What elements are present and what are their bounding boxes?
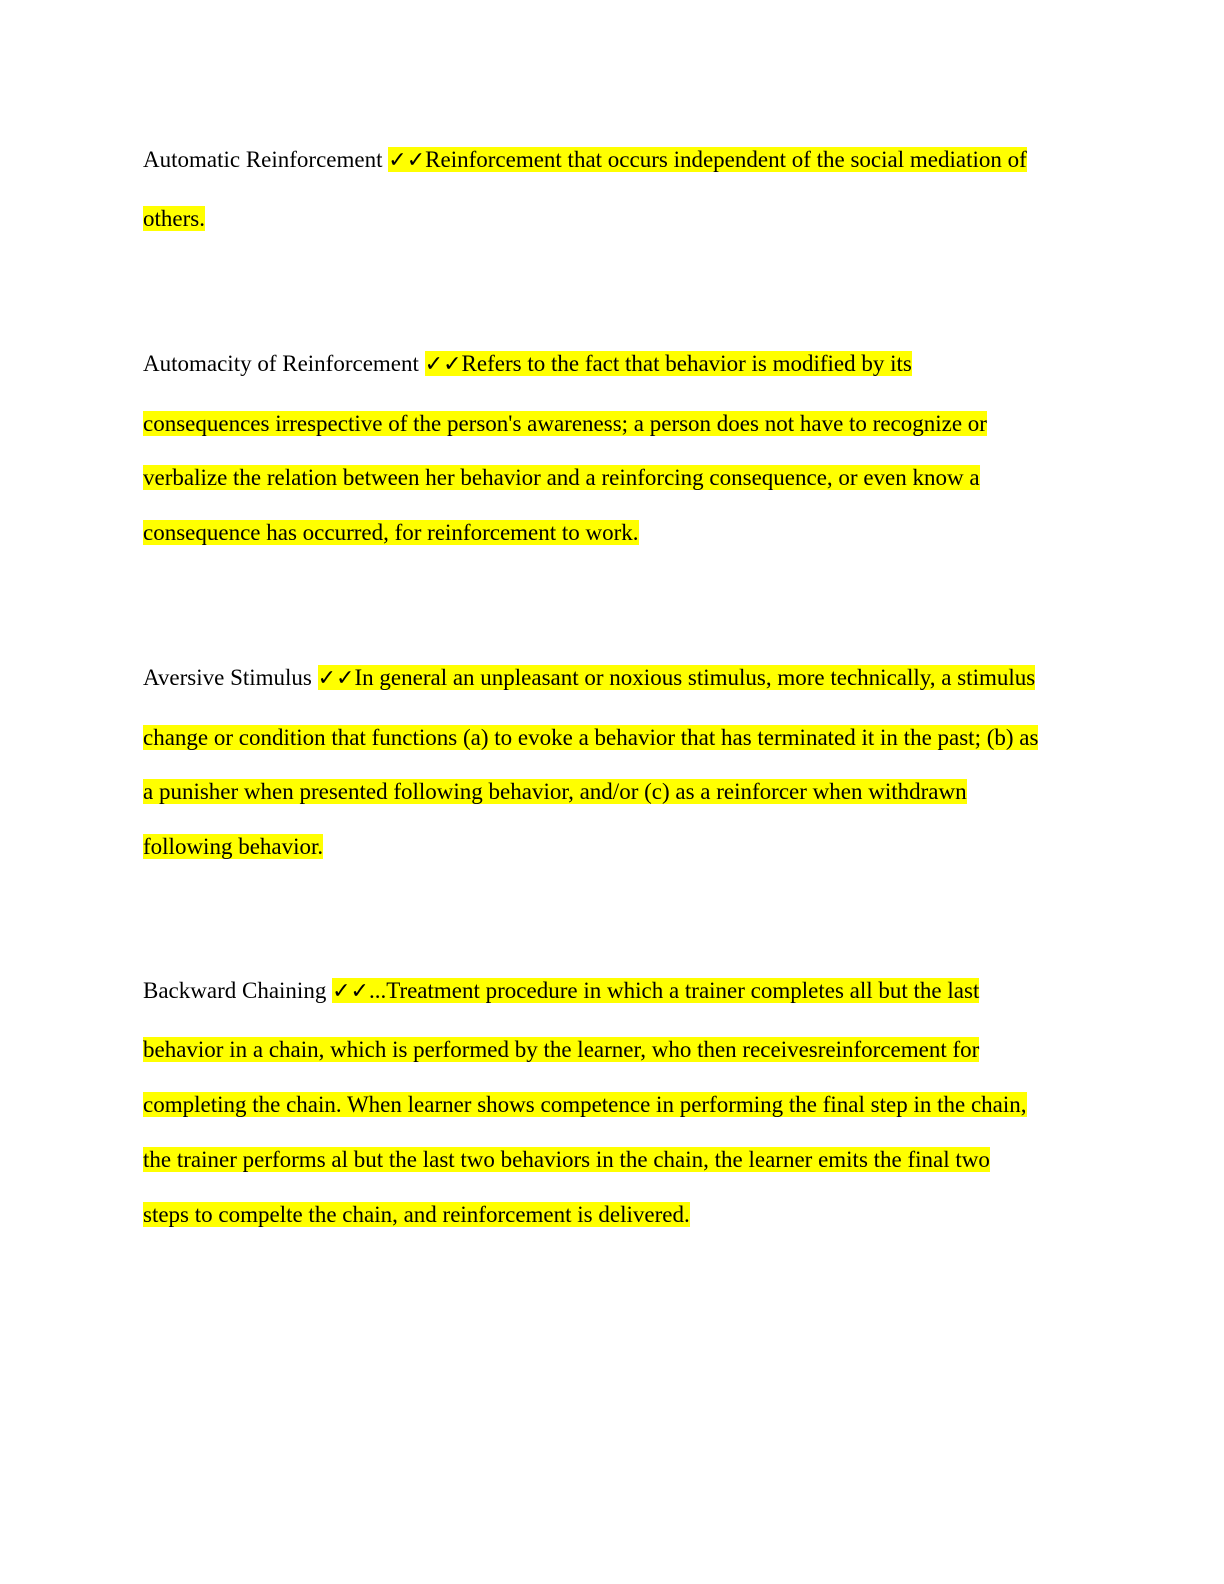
double-check-icon: ✓✓ [317, 666, 355, 691]
term-label: Aversive Stimulus [143, 665, 318, 690]
entry-automacity-line-3 [143, 463, 980, 493]
definition-text: Reinforcement that occurs independent of the social mediation of [425, 147, 1027, 172]
definition-text: others. [143, 206, 205, 231]
definition-text: completing the chain. When learner shows competence in performing the final step in the chain, [143, 1092, 1027, 1117]
entry-backward-chaining-line-1 [143, 976, 979, 1007]
entry-automatic-reinforcement-line-2 [143, 204, 205, 234]
definition-text: consequence has occurred, for reinforcement to work. [143, 520, 639, 545]
definition-text: the trainer performs al but the last two behaviors in the chain, the learner emits the final two [143, 1147, 990, 1172]
entry-backward-chaining-line-3 [143, 1090, 1027, 1120]
entry-backward-chaining-line-5 [143, 1200, 690, 1230]
definition-highlight [388, 147, 1027, 172]
term-label: Backward Chaining [143, 978, 333, 1003]
definition-text: consequences irrespective of the person's awareness; a person does not have to recognize or [143, 411, 987, 436]
entry-aversive-stimulus-line-4 [143, 832, 323, 862]
entry-automacity-line-1 [143, 349, 912, 380]
entry-automatic-reinforcement-line-1 [143, 145, 1027, 176]
definition-highlight [425, 351, 912, 376]
entry-aversive-stimulus-line-2 [143, 723, 1038, 753]
entry-aversive-stimulus-line-1 [143, 663, 1035, 694]
definition-text: In general an unpleasant or noxious stimulus, more technically, a stimulus [354, 665, 1036, 690]
definition-highlight [318, 665, 1036, 690]
term-label: Automacity of Reinforcement [143, 351, 425, 376]
definition-text: steps to compelte the chain, and reinforcement is delivered. [143, 1202, 690, 1227]
entry-backward-chaining-line-2 [143, 1035, 979, 1065]
entry-automacity-line-4 [143, 518, 639, 548]
entry-backward-chaining-line-4 [143, 1145, 990, 1175]
entry-automacity-line-2 [143, 409, 987, 439]
double-check-icon: ✓✓ [388, 148, 426, 173]
definition-text: behavior in a chain, which is performed by the learner, who then receivesreinforcement for [143, 1037, 980, 1062]
definition-text: a punisher when presented following behavior, and/or (c) as a reinforcer when withdrawn [143, 779, 967, 804]
definition-text: following behavior. [143, 834, 324, 859]
double-check-icon: ✓✓ [332, 979, 369, 1004]
entry-aversive-stimulus-line-3 [143, 777, 967, 807]
definition-text: verbalize the relation between her behavior and a reinforcing consequence, or even know a [143, 465, 980, 490]
term-label: Automatic Reinforcement [143, 147, 389, 172]
definition-text: ...Treatment procedure in which a trainer completes all but the last [368, 978, 980, 1003]
definition-text: change or condition that functions (a) to evoke a behavior that has terminated it in the past; (b) as [143, 725, 1039, 750]
definition-highlight [332, 978, 979, 1003]
double-check-icon: ✓✓ [424, 352, 462, 377]
definition-text: Refers to the fact that behavior is modified by its [461, 351, 912, 376]
